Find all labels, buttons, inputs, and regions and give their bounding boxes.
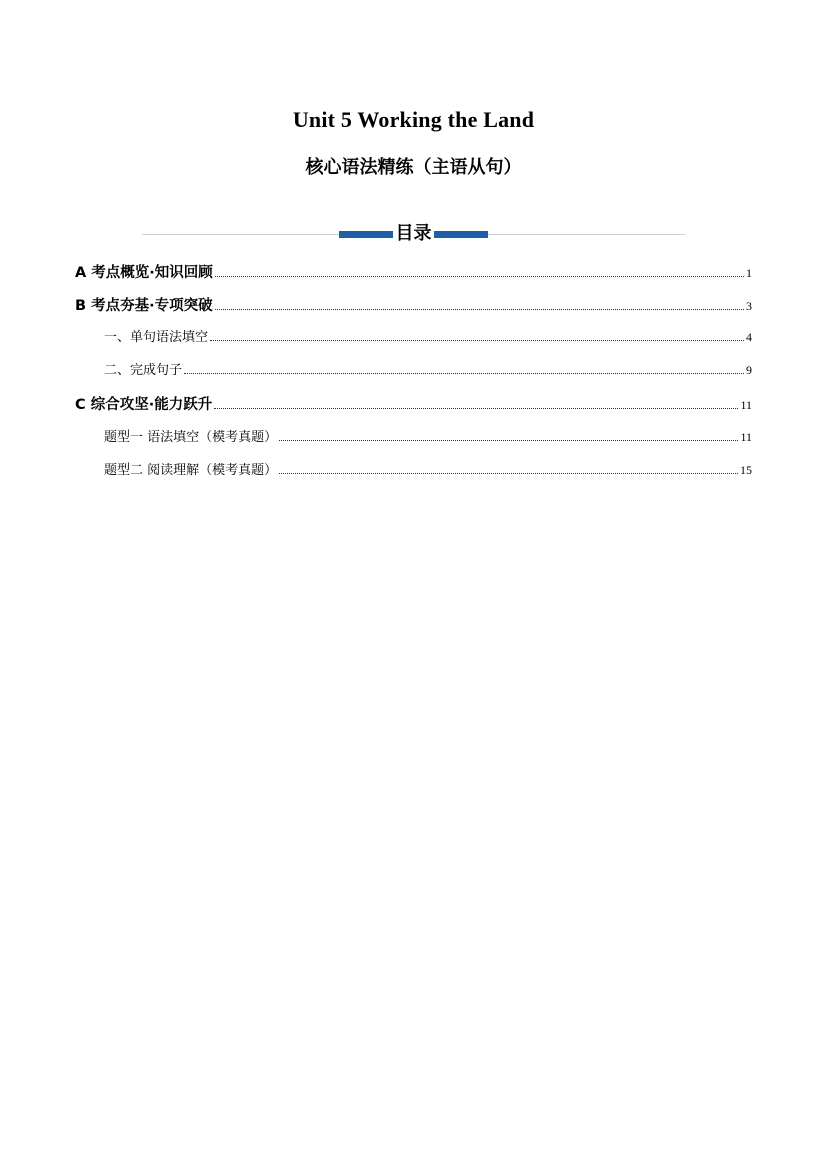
toc-page-number: 4: [746, 330, 752, 344]
toc-entry[interactable]: [104, 326, 752, 348]
toc-header: [142, 218, 685, 246]
toc-entry[interactable]: [104, 426, 752, 448]
toc-entry-label: 二、完成句子: [104, 363, 183, 378]
toc-heading: 目录: [393, 219, 434, 245]
toc-entry-label: 题型一 语法填空（模考真题）: [104, 430, 278, 445]
toc-entry[interactable]: [104, 359, 752, 381]
toc-leader: [279, 473, 738, 474]
toc-leader: [210, 340, 744, 341]
toc-entry-label: 一、单句语法填空: [104, 330, 209, 345]
toc-page-number: 1: [746, 266, 752, 280]
toc-leader: [184, 373, 744, 374]
toc-page-number: 11: [740, 430, 752, 444]
toc-leader: [215, 276, 744, 277]
toc-entry[interactable]: [75, 393, 752, 415]
toc-leader: [279, 440, 738, 441]
toc-page-number: 11: [740, 398, 752, 412]
document-subtitle: 核心语法精练（主语从句）: [305, 157, 522, 178]
toc-entry-label: 题型二 阅读理解（模考真题）: [104, 463, 278, 478]
toc-entry-label: C 综合攻坚·能力跃升: [75, 397, 213, 413]
toc-leader: [214, 408, 738, 409]
toc-entry-label: A 考点概览·知识回顾: [75, 265, 213, 281]
toc-page-number: 3: [746, 299, 752, 313]
toc-page-number: 15: [740, 463, 752, 477]
toc-header-bar-right: [434, 231, 488, 238]
toc-entry-label: B 考点夯基·专项突破: [75, 298, 213, 314]
toc-page-number: 9: [746, 363, 752, 377]
toc-entry[interactable]: [75, 261, 752, 283]
toc-leader: [215, 309, 744, 310]
toc-entry[interactable]: [104, 459, 752, 481]
document-title: Unit 5 Working the Land: [292, 107, 535, 132]
toc-entry[interactable]: [75, 294, 752, 316]
toc-header-bar-left: [339, 231, 393, 238]
